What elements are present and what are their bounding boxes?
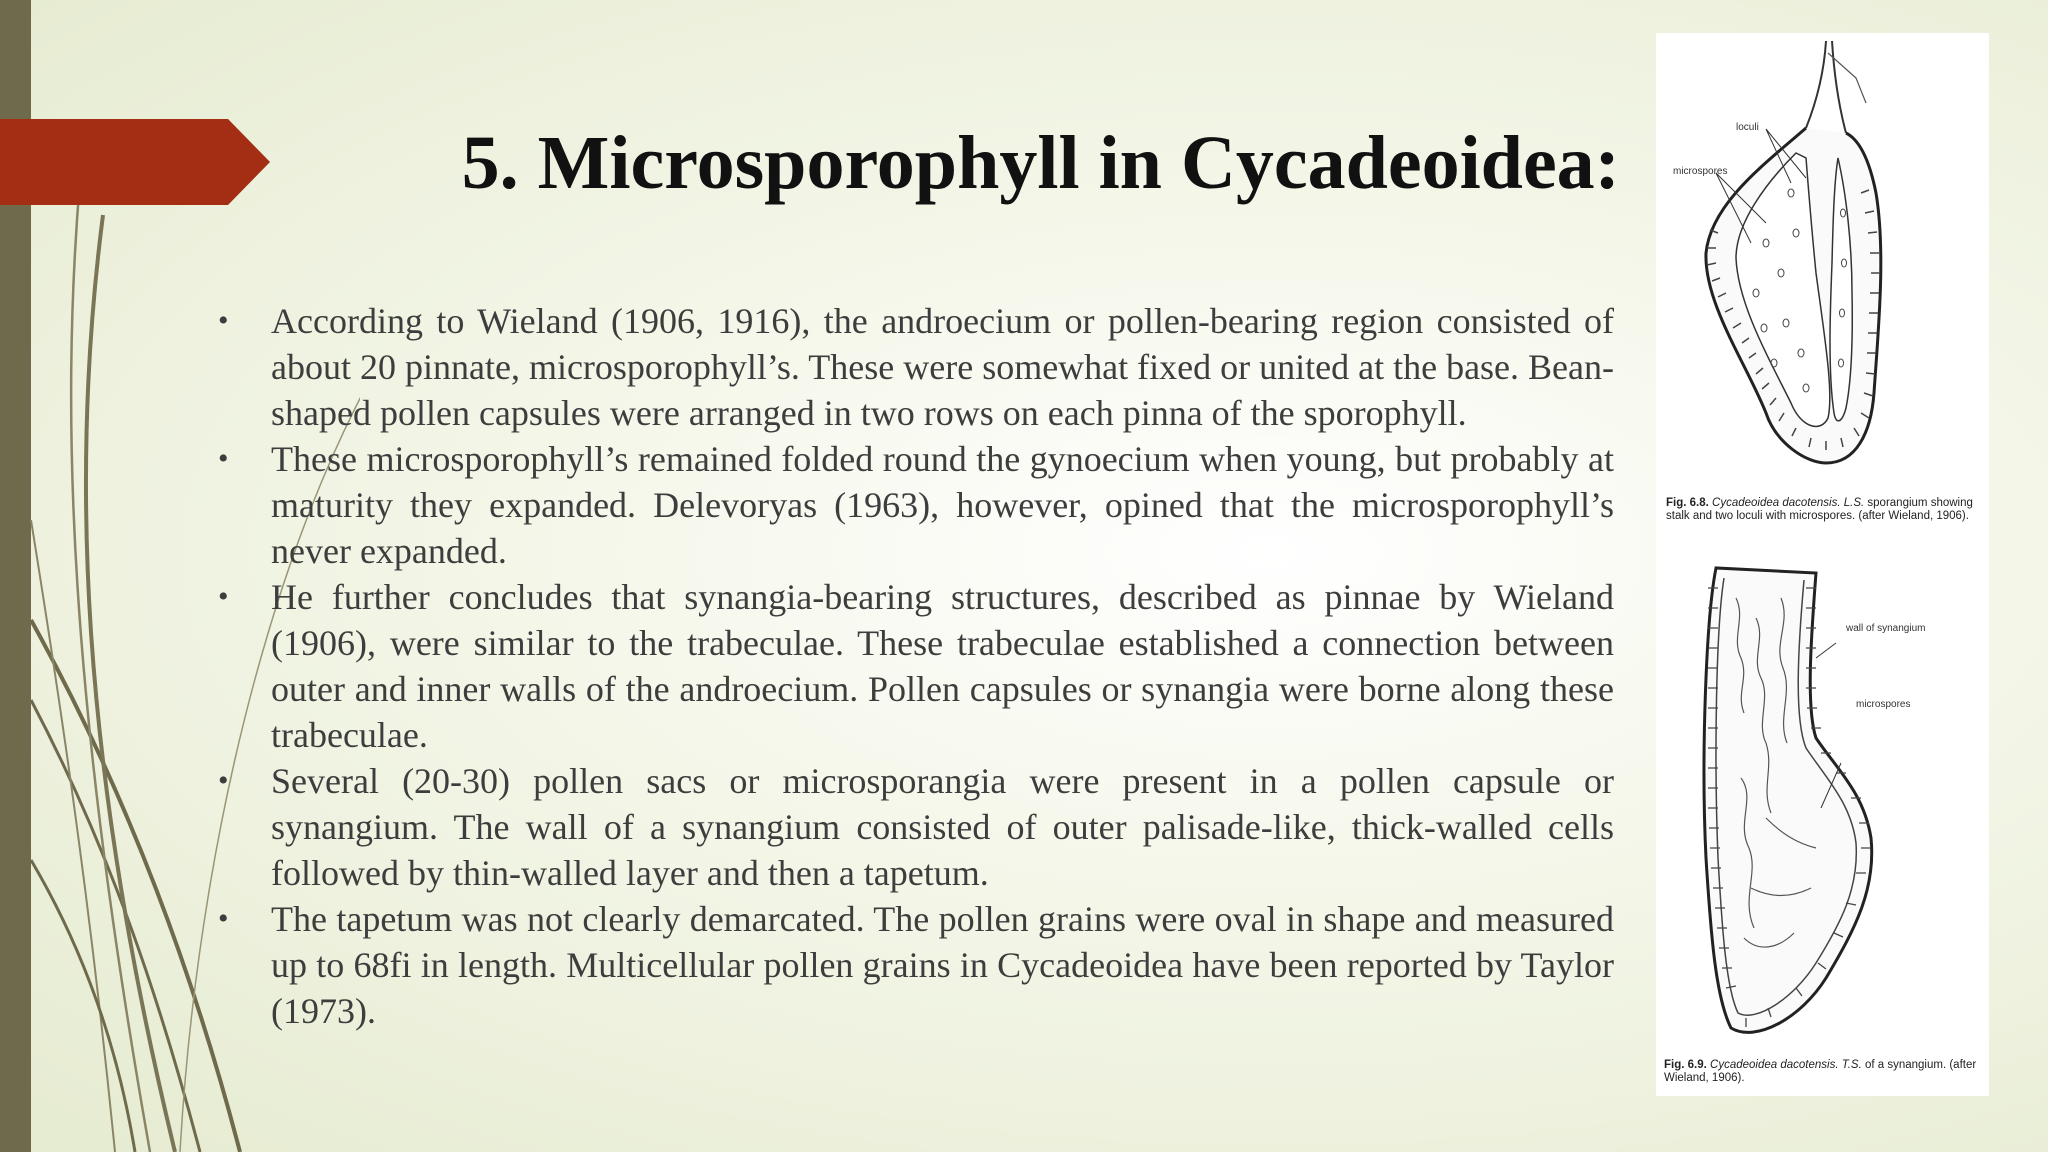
bullet-text: The tapetum was not clearly demarcated. The pollen grains were oval in shape and measured up to 68fi in length. Multicellular pollen grains in Cycadeoidea have been reported by Taylor (1973). (271, 899, 1614, 1031)
bullet-marker: • (218, 902, 229, 935)
bullet-text: According to Wieland (1906, 1916), the androecium or pollen-bearing region consisted of about 20 pinnate, microsporophyll’s. These were somewhat fixed or united at the base. Bean-shaped pollen capsules were arranged in two rows on each pinna of the sporophyll. (271, 301, 1614, 433)
figure-label-microspores: microspores (1856, 699, 1911, 710)
bullet-text: He further concludes that synangia-bearing structures, described as pinnae by Wieland (1906), were similar to the trabeculae. These trabeculae established a connection between outer and inner walls of the androecium. Pollen capsules or synangia were borne along these trabeculae. (271, 577, 1614, 755)
caption-text: sporangium showing stalk and two loculi with microspores. (after Wieland, 1906). (1666, 497, 1973, 522)
bullet-marker: • (218, 764, 229, 797)
caption-abbrev: T.S. (1841, 1059, 1862, 1071)
figure-panel (1656, 33, 1989, 1096)
bullet-item (218, 758, 1614, 896)
sporangium-ls-illustration (1656, 33, 1989, 503)
bullet-text: These microsporophyll’s remained folded round the gynoecium when young, but probably at maturity they expanded. Delevoryas (1963), however, opined that the microsporophyll’s never expanded. (271, 439, 1614, 571)
figure-label-microspores: microspores (1673, 166, 1728, 177)
bullet-marker: • (218, 442, 229, 475)
bullet-marker: • (218, 580, 229, 613)
caption-number: Fig. 6.8. (1666, 497, 1709, 509)
slide-title: 5. Microsporophyll in Cycadeoidea: (461, 121, 1620, 205)
bullet-text: Several (20-30) pollen sacs or microsporangia were present in a pollen capsule or synangium. The wall of a synangium consisted of outer palisade-like, thick-walled cells followed by thin-walled layer and then a tapetum. (271, 761, 1614, 893)
caption-abbrev: L.S. (1843, 497, 1865, 509)
bullet-marker: • (218, 304, 229, 337)
synangium-ts-illustration (1656, 558, 1989, 1048)
bullet-item (218, 574, 1614, 758)
caption-species: Cycadeoidea dacotensis. (1712, 497, 1841, 509)
bullet-list (218, 298, 1614, 1034)
figure-caption (1664, 1059, 1980, 1085)
caption-species: Cycadeoidea dacotensis. (1710, 1059, 1839, 1071)
title-arrow-marker (0, 119, 270, 205)
caption-number: Fig. 6.9. (1664, 1059, 1707, 1071)
figure-label-wall-of-synangium: wall of synangium (1846, 623, 1926, 634)
figure-caption (1666, 497, 1979, 523)
caption-text: of a synangium. (after Wieland, 1906). (1664, 1059, 1977, 1084)
bullet-item (218, 896, 1614, 1034)
bullet-item (218, 298, 1614, 436)
bullet-item (218, 436, 1614, 574)
figure-label-loculi: loculi (1736, 122, 1759, 133)
